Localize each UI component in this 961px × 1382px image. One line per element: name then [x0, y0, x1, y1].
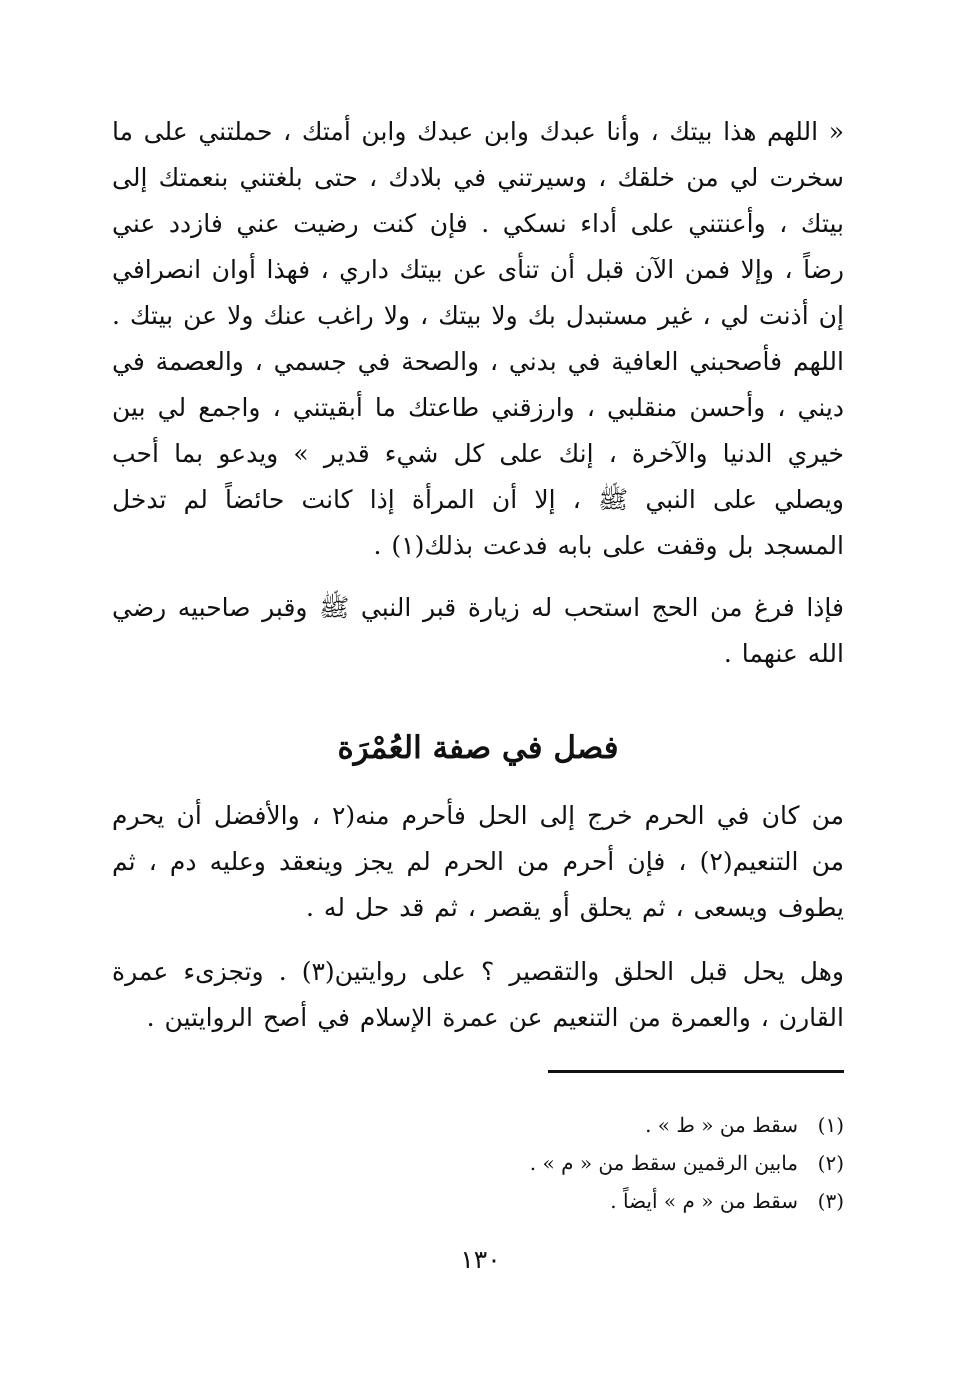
footnote-item: [112, 1106, 844, 1144]
footnote-number: (٢): [817, 1151, 844, 1175]
footnote-item: [112, 1144, 844, 1182]
footnote-number: (١): [817, 1113, 844, 1137]
body-paragraph-umrah-rulings: وهل يحل قبل الحلق والتقصير ؟ على روايتين(٣) . وتجزىء عمرة القارن ، والعمرة من التنعيم عن عمرة الإسلام في أصح الروايتين .: [112, 957, 844, 1032]
footnote-item: [112, 1182, 844, 1220]
footnotes: [112, 1106, 844, 1220]
body-paragraph-prayer: « اللهم هذا بيتك ، وأنا عبدك وابن عبدك وابن أمتك ، حملتني على ما سخرت لي من خلقك ، وسيرتني في بلادك ، حتى بلغتني بنعمتك إلى بيتك ، وأعنتني على أداء نسكي . فإن كنت رضيت عني فازدد عني رضاً ، وإلا فمن الآن قبل أن تنأى عن بيتك داري ، فهذا أوان انصرافي إن أذنت لي ، غير مستبدل بك ولا بيتك ، ولا راغب عنك ولا عن بيتك . اللهم فأصحبني العافية في بدني ، والصحة في جسمي ، والعصمة في ديني ، وأحسن منقلبي ، وارزقني طاعتك ما أبقيتني ، واجمع لي بين خيري الدنيا والآخرة ، إنك على كل شيء قدير » ويدعو بما أحب ويصلي على النبي ﷺ ، إلا أن المرأة إذا كانت حائضاً لم تدخل المسجد بل وقفت على بابه فدعت بذلك(١) .: [112, 117, 844, 560]
footnote-separator: [548, 1070, 844, 1073]
footnote-text: مابين الرقمين سقط من « م » .: [529, 1151, 798, 1175]
footnote-text: سقط من « ط » .: [645, 1113, 798, 1137]
section-heading: فصل في صفة العُمْرَة: [337, 729, 619, 766]
body-paragraph-umrah-ihram: من كان في الحرم خرج إلى الحل فأحرم منه(٢ ، والأفضل أن يحرم من التنعيم(٢) ، فإن أحرم من الحرم لم يجز وينعقد وعليه دم ، ثم يطوف ويسعى ، ثم يحلق أو يقصر ، ثم قد حل له .: [112, 801, 845, 922]
footnote-number: (٣): [817, 1189, 844, 1213]
page-number: ١٣٠: [460, 1245, 501, 1274]
footnote-text: سقط من « م » أيضاً .: [610, 1189, 798, 1213]
body-paragraph-visit: فإذا فرغ من الحج استحب له زيارة قبر النبي ﷺ وقبر صاحبيه رضي الله عنهما .: [112, 593, 844, 668]
